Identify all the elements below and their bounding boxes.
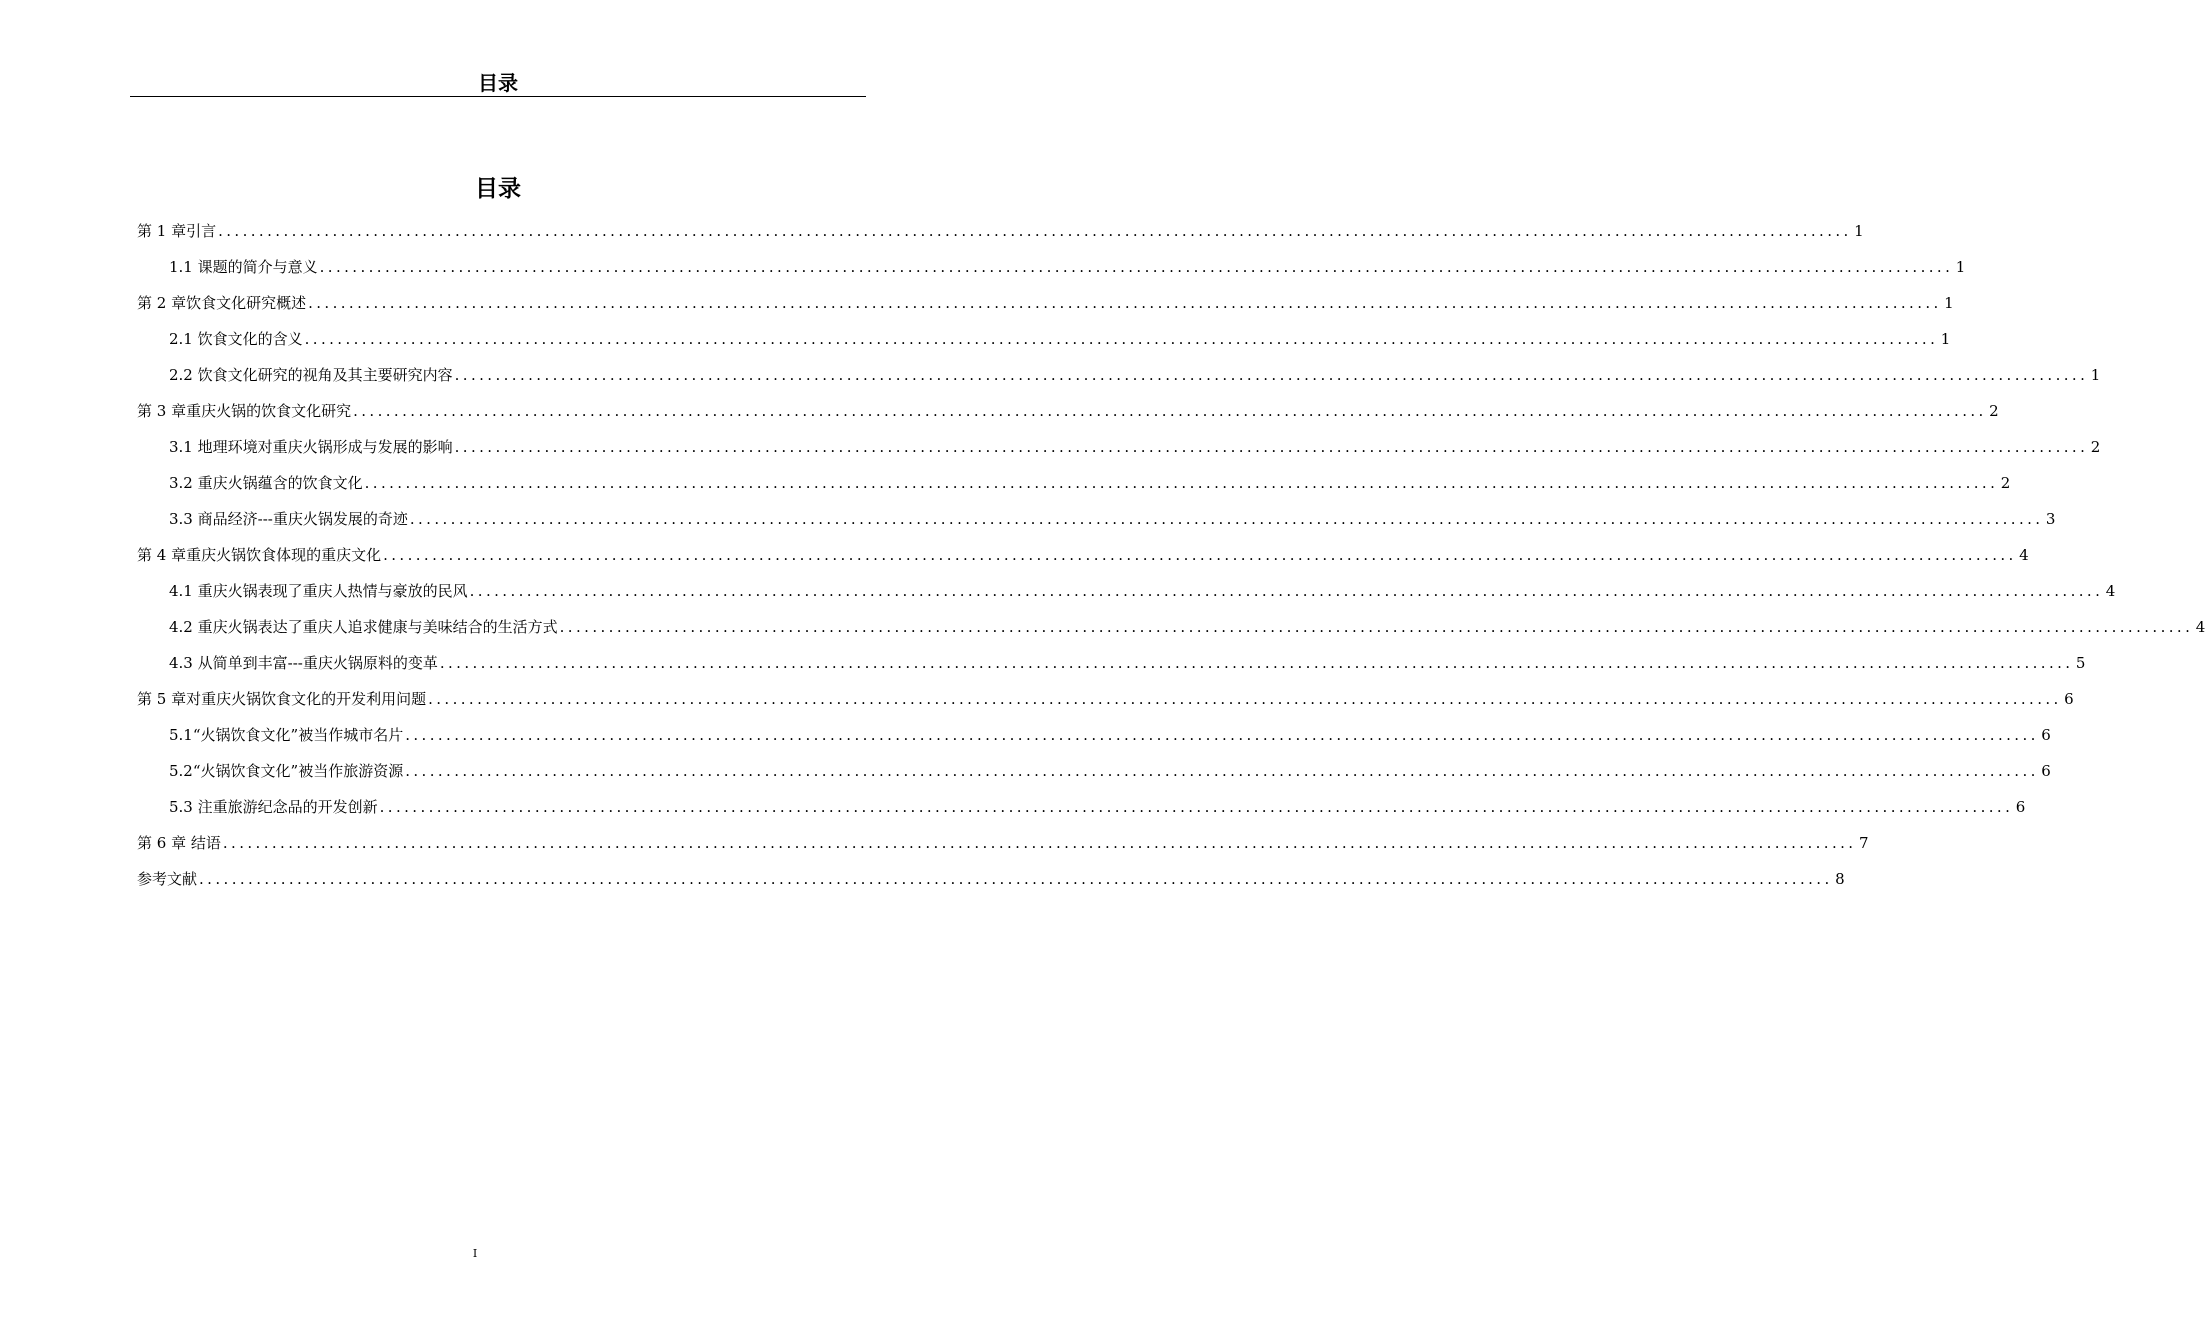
- toc-entry[interactable]: [137, 833, 1869, 869]
- toc-dot-leader: ........................................................................................................................................................................................................: [222, 834, 1857, 852]
- toc-entry-page: 6: [2041, 726, 2051, 744]
- toc-dot-leader: ........................................................................................................................................................................................................: [379, 798, 2014, 816]
- toc-entry-label: 第 6 章 结语: [137, 834, 221, 852]
- toc-entry[interactable]: [137, 221, 1864, 257]
- toc-dot-leader: ........................................................................................................................................................................................................: [428, 690, 2062, 708]
- toc-entry-page: 6: [2015, 798, 2026, 816]
- toc-entry-label: 第 3 章重庆火锅的饮食文化研究: [137, 402, 352, 420]
- toc-entry-page: 4: [2105, 582, 2116, 600]
- toc-entry-page: 3: [2045, 510, 2056, 528]
- toc-entry[interactable]: [137, 293, 1954, 329]
- toc-entry-page: 4: [2195, 618, 2205, 636]
- toc-entry-label: 2.2 饮食文化研究的视角及其主要研究内容: [169, 366, 453, 384]
- toc-entry-label: 1.1 课题的简介与意义: [169, 258, 318, 276]
- toc-entry[interactable]: [137, 257, 1966, 293]
- toc-entry-page: 7: [1858, 834, 1869, 852]
- toc-entry[interactable]: [137, 473, 2011, 509]
- toc-entry[interactable]: [137, 365, 2101, 401]
- toc-entry[interactable]: [137, 401, 1999, 437]
- toc-entry-page: 4: [2019, 546, 2029, 564]
- toc-dot-leader: ........................................................................................................................................................................................................: [409, 510, 2044, 528]
- toc-dot-leader: ........................................................................................................................................................................................................: [454, 366, 2089, 384]
- toc-entry-page: 5: [2075, 654, 2086, 672]
- toc-entry-label: 第 4 章重庆火锅饮食体现的重庆文化: [137, 546, 382, 564]
- toc-entry[interactable]: [137, 329, 1951, 365]
- toc-dot-leader: ........................................................................................................................................................................................................: [469, 582, 2104, 600]
- toc-entry-page: 2: [2090, 438, 2101, 456]
- toc-title: 目录: [475, 176, 521, 202]
- toc-dot-leader: ........................................................................................................................................................................................................: [319, 258, 1954, 276]
- toc-entry[interactable]: [137, 581, 2116, 617]
- toc-entry-label: 3.1 地理环境对重庆火锅形成与发展的影响: [169, 438, 453, 456]
- toc-entry[interactable]: [137, 617, 2205, 653]
- toc-entry-page: 1: [2090, 366, 2101, 384]
- toc-entry[interactable]: [137, 509, 2056, 545]
- toc-list: [137, 221, 2205, 905]
- header-rule: [130, 96, 866, 97]
- toc-entry-label: 4.3 从简单到丰富---重庆火锅原料的变革: [169, 654, 438, 672]
- toc-dot-leader: ........................................................................................................................................................................................................: [364, 474, 1999, 492]
- toc-entry-label: 5.3 注重旅游纪念品的开发创新: [169, 798, 378, 816]
- toc-entry[interactable]: [137, 797, 2026, 833]
- toc-entry-page: 1: [1940, 330, 1951, 348]
- toc-entry-page: 2: [1989, 402, 1999, 420]
- toc-entry-page: 2: [2000, 474, 2011, 492]
- toc-entry[interactable]: [137, 437, 2101, 473]
- toc-entry-label: 3.2 重庆火锅蕴含的饮食文化: [169, 474, 363, 492]
- toc-dot-leader: ........................................................................................................................................................................................................: [304, 330, 1939, 348]
- toc-entry-page: 6: [2041, 762, 2051, 780]
- toc-dot-leader: ........................................................................................................................................................................................................: [199, 870, 1833, 888]
- toc-entry-label: 3.3 商品经济---重庆火锅发展的奇迹: [169, 510, 408, 528]
- toc-dot-leader: ........................................................................................................................................................................................................: [308, 294, 1942, 312]
- running-header-title: 目录: [478, 71, 518, 95]
- toc-dot-leader: ........................................................................................................................................................................................................: [353, 402, 1987, 420]
- toc-entry-label: 4.2 重庆火锅表达了重庆人追求健康与美味结合的生活方式: [169, 618, 558, 636]
- toc-entry-label: 5.1“火锅饮食文化”被当作城市名片: [169, 726, 404, 744]
- toc-dot-leader: ........................................................................................................................................................................................................: [405, 762, 2039, 780]
- toc-entry[interactable]: [137, 545, 2029, 581]
- toc-entry[interactable]: [137, 653, 2086, 689]
- toc-entry[interactable]: [137, 761, 2051, 797]
- toc-entry-page: 6: [2064, 690, 2074, 708]
- toc-dot-leader: ........................................................................................................................................................................................................: [405, 726, 2039, 744]
- toc-entry-label: 第 1 章引言: [137, 222, 217, 240]
- toc-entry[interactable]: [137, 725, 2051, 761]
- toc-entry-label: 2.1 饮食文化的含义: [169, 330, 303, 348]
- toc-entry[interactable]: [137, 689, 2074, 725]
- toc-dot-leader: ........................................................................................................................................................................................................: [559, 618, 2194, 636]
- toc-entry-page: 1: [1944, 294, 1954, 312]
- toc-entry-label: 第 5 章对重庆火锅饮食文化的开发利用问题: [137, 690, 427, 708]
- toc-dot-leader: ........................................................................................................................................................................................................: [218, 222, 1852, 240]
- toc-entry-label: 参考文献: [137, 870, 198, 888]
- toc-entry-page: 1: [1955, 258, 1966, 276]
- toc-dot-leader: ........................................................................................................................................................................................................: [439, 654, 2074, 672]
- toc-entry-page: 1: [1854, 222, 1864, 240]
- toc-dot-leader: ........................................................................................................................................................................................................: [383, 546, 2017, 564]
- page-number: I: [472, 1247, 478, 1260]
- toc-dot-leader: ........................................................................................................................................................................................................: [454, 438, 2089, 456]
- toc-entry-label: 5.2“火锅饮食文化”被当作旅游资源: [169, 762, 404, 780]
- toc-entry[interactable]: [137, 869, 1845, 905]
- toc-entry-label: 4.1 重庆火锅表现了重庆人热情与豪放的民风: [169, 582, 468, 600]
- toc-entry-page: 8: [1835, 870, 1845, 888]
- toc-entry-label: 第 2 章饮食文化研究概述: [137, 294, 307, 312]
